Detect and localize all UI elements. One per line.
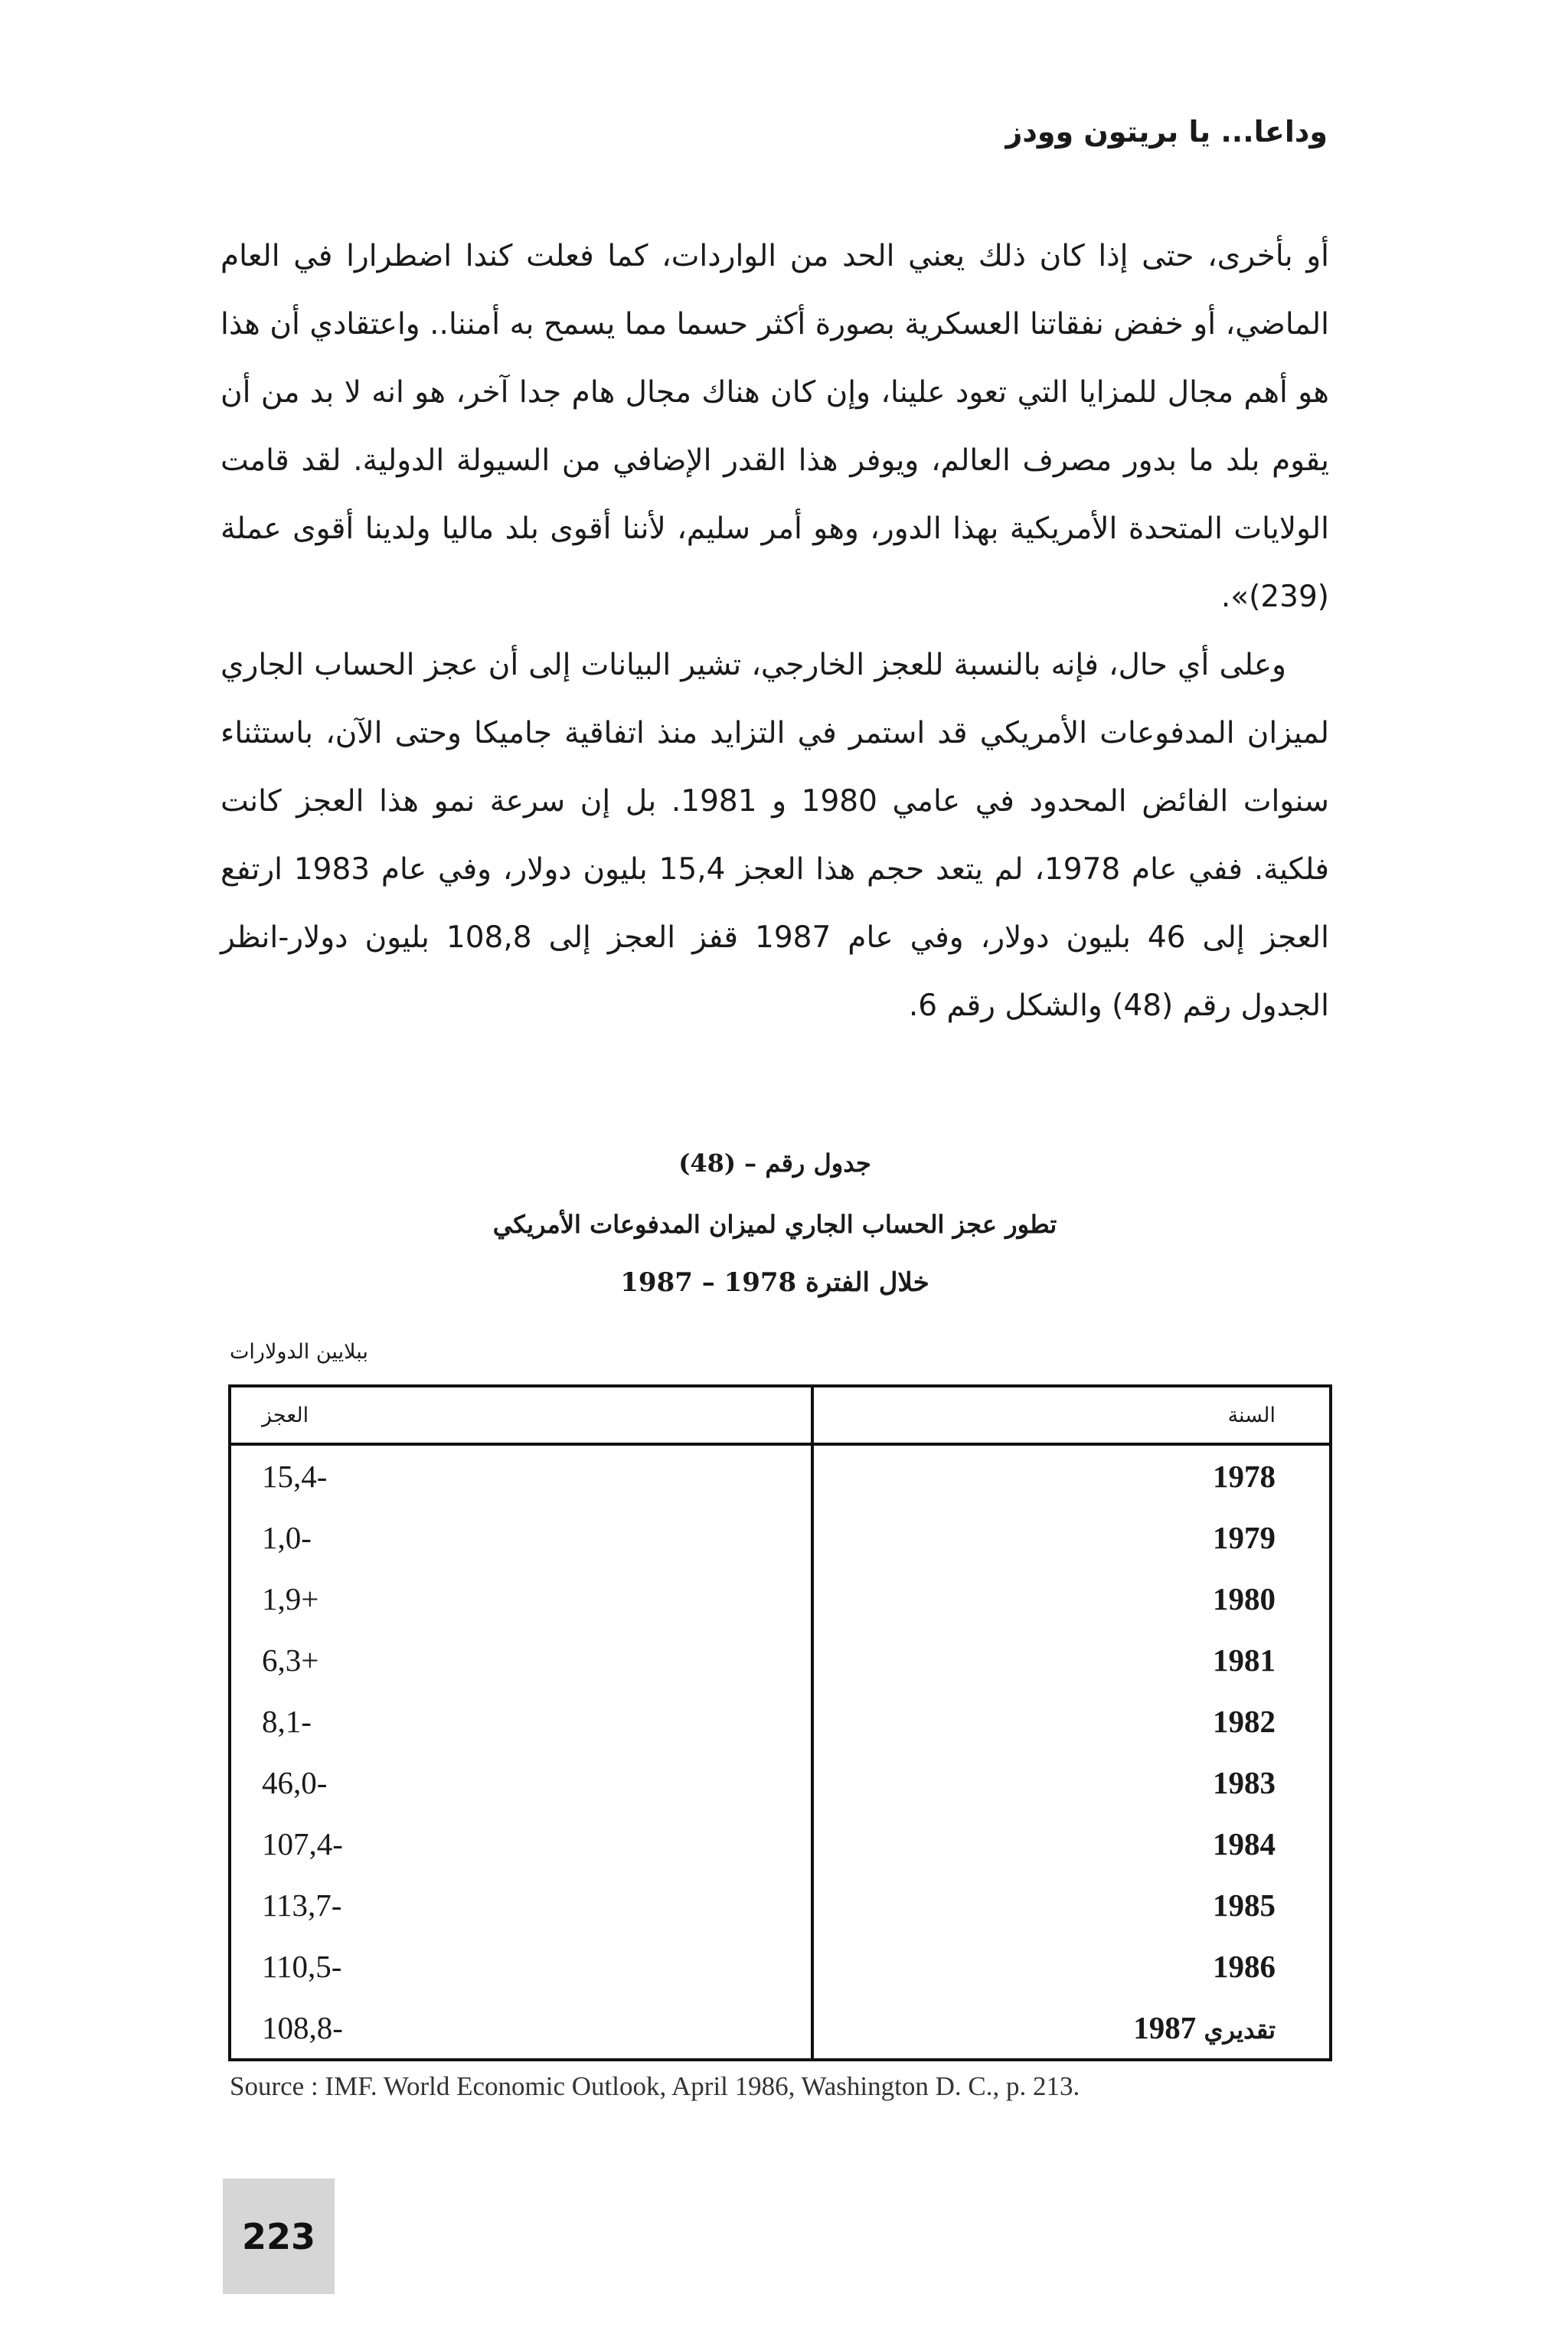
deficit-table bbox=[228, 1384, 1332, 2061]
deficit-cell: 108,8- bbox=[230, 1997, 812, 2060]
year-cell bbox=[812, 1444, 1331, 1507]
running-header: وداعا... يا بريتون وودز bbox=[1005, 115, 1328, 149]
year-cell bbox=[812, 1874, 1331, 1936]
source-note: Source : IMF. World Economic Outlook, April 1986, Washington D. C., p. 213. bbox=[230, 2071, 1080, 2101]
page-number-box bbox=[223, 2178, 335, 2294]
table-row bbox=[230, 1629, 1331, 1691]
deficit-cell: 1,9+ bbox=[230, 1568, 812, 1629]
body-text bbox=[220, 222, 1329, 1040]
year-value: 1982 bbox=[1213, 1704, 1276, 1739]
year-cell bbox=[812, 1568, 1331, 1629]
deficit-cell: 8,1- bbox=[230, 1691, 812, 1752]
table-row bbox=[230, 1936, 1331, 1997]
year-cell bbox=[812, 1629, 1331, 1691]
year-value: 1981 bbox=[1213, 1642, 1276, 1678]
year-value: 1980 bbox=[1213, 1581, 1276, 1616]
table-row bbox=[230, 1507, 1331, 1568]
table-row bbox=[230, 1568, 1331, 1629]
table-unit-label: ببلايين الدولارات bbox=[230, 1340, 368, 1364]
paragraph-2: وعلى أي حال، فإنه بالنسبة للعجز الخارجي، تشير البيانات إلى أن عجز الحساب الجاري لميزان المدفوعات الأمريكي قد استمر في التزايد منذ اتفاقية جاميكا وحتى الآن، باستثناء سنوات الفائض المحدود في عامي 1980 و 1981. بل إن سرعة نمو هذا العجز كانت فلكية. ففي عام 1978، لم يتعد حجم هذا العجز 15,4 بليون دولار، وفي عام 1983 ارتفع العجز إلى 46 بليون دولار، وفي عام 1987 قفز العجز إلى 108,8 بليون دولار-انظر الجدول رقم (48) والشكل رقم 6. bbox=[220, 648, 1329, 1023]
table-row bbox=[230, 1813, 1331, 1874]
year-value: 1987 bbox=[1133, 2010, 1197, 2045]
table-number-caption: جدول رقم – (48) bbox=[678, 1149, 871, 1178]
table-row bbox=[230, 1874, 1331, 1936]
year-value: 1985 bbox=[1213, 1888, 1276, 1923]
table-row bbox=[230, 1444, 1331, 1507]
year-value: 1979 bbox=[1213, 1520, 1276, 1555]
page-number: 223 bbox=[241, 2215, 316, 2257]
deficit-cell: 107,4- bbox=[230, 1813, 812, 1874]
year-value: 1983 bbox=[1213, 1765, 1276, 1800]
year-cell bbox=[812, 1691, 1331, 1752]
year-value: 1986 bbox=[1213, 1949, 1276, 1984]
year-cell bbox=[812, 1997, 1331, 2060]
deficit-cell: 46,0- bbox=[230, 1752, 812, 1813]
table-period: خلال الفترة 1978 – 1987 bbox=[620, 1267, 929, 1298]
table-body bbox=[230, 1444, 1331, 2060]
table-title: تطور عجز الحساب الجاري لميزان المدفوعات الأمريكي bbox=[492, 1210, 1057, 1239]
year-cell bbox=[812, 1507, 1331, 1568]
deficit-cell: 1,0- bbox=[230, 1507, 812, 1568]
paragraph-1: أو بأخرى، حتى إذا كان ذلك يعني الحد من الواردات، كما فعلت كندا اضطرارا في العام الماضي، أو خفض نفقاتنا العسكرية بصورة أكثر حسما مما يسمح به أمننا.. واعتقادي أن هذا هو أهم مجال للمزايا التي تعود علينا، وإن كان هناك مجال هام جدا آخر، هو انه لا بد من أن يقوم بلد ما بدور مصرف العالم، ويوفر هذا القدر الإضافي من السيولة الدولية. لقد قامت الولايات المتحدة الأمريكية بهذا الدور، وهو أمر سليم، لأننا أقوى بلد ماليا ولدينا أقوى عملة (239)». bbox=[220, 239, 1329, 614]
year-cell bbox=[812, 1936, 1331, 1997]
table-row bbox=[230, 1752, 1331, 1813]
deficit-column-header: العجز bbox=[230, 1386, 812, 1444]
table-row bbox=[230, 1997, 1331, 2060]
estimate-note: تقديري bbox=[1204, 2015, 1276, 2044]
year-cell bbox=[812, 1752, 1331, 1813]
deficit-cell: 15,4- bbox=[230, 1444, 812, 1507]
deficit-cell: 6,3+ bbox=[230, 1629, 812, 1691]
year-cell bbox=[812, 1813, 1331, 1874]
deficit-cell: 110,5- bbox=[230, 1936, 812, 1997]
year-column-header: السنة bbox=[812, 1386, 1331, 1444]
deficit-cell: 113,7- bbox=[230, 1874, 812, 1936]
year-value: 1984 bbox=[1213, 1826, 1276, 1861]
table-row bbox=[230, 1691, 1331, 1752]
year-value: 1978 bbox=[1213, 1459, 1276, 1494]
table-header-row bbox=[230, 1386, 1331, 1444]
